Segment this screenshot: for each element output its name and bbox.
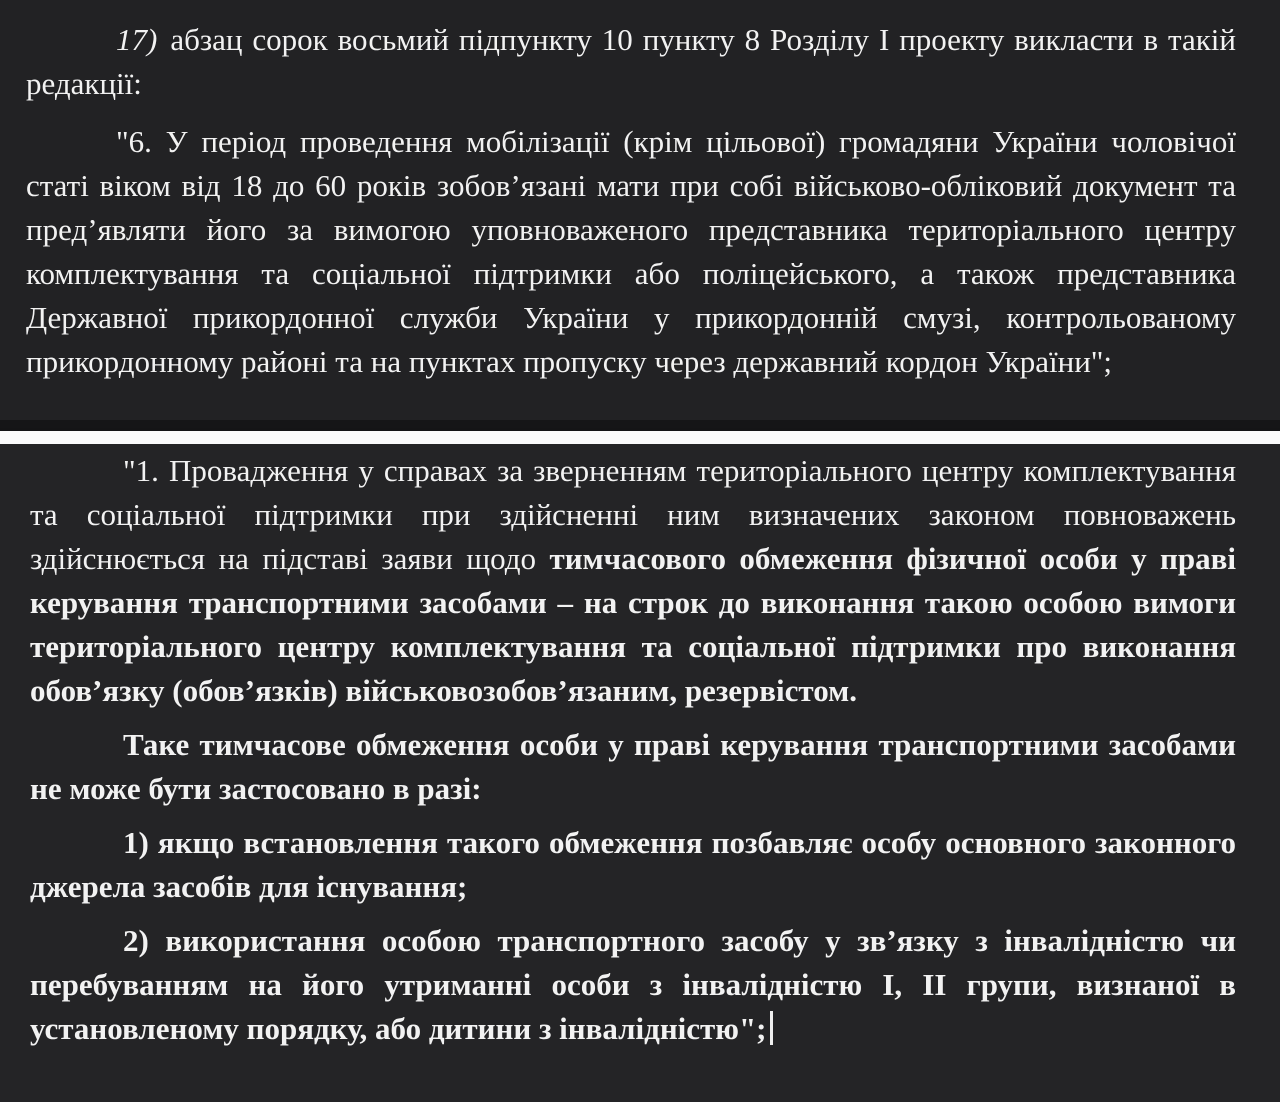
amendment-number-label: 17) <box>116 22 158 57</box>
amendment-intro-text: абзац сорок восьмий підпункту 10 пункту 8 Розділу І проекту викласти в такій редакції: <box>26 22 1236 101</box>
proceedings-paragraph <box>30 449 1236 713</box>
exception-1-paragraph: 1) якщо встановлення такого обмеження позбавляє особу основного законного джерела засобів для існування; <box>30 825 1236 904</box>
quoted-clause-paragraph: "6. У період проведення мобілізації (крім цільової) громадяни України чоловічої статі віком від 18 до 60 років зобов’язані мати при собі військово-обліковий документ та пред’являти його за вимогою уповноваженого представника територіального центру комплектування та соціальної підтримки або поліцейського, а також представника Державної прикордонної служби України у прикордонній смузі, контрольованому прикордонному районі та на пунктах пропуску через державний кордон України"; <box>26 124 1236 379</box>
amendment-intro-paragraph <box>26 18 1236 106</box>
bottom-document-section[interactable] <box>0 444 1280 1102</box>
exception-2-text: 2) використання особою транспортного засобу у зв’язку з інвалідністю чи перебуванням на його утриманні особи з інвалідністю І, ІІ групи, визнаної в установленому порядку, або дитини з інвалідністю"; <box>30 923 1236 1046</box>
section-gap <box>0 420 1280 431</box>
top-document-section[interactable] <box>0 0 1280 420</box>
proceedings-bold-text: тимчасового обмеження фізичної особи у праві керування транспортними засобами – на строк до виконання такою особою вимоги територіального центру комплектування та соціальної підтримки про виконання обов’язку (обов’язків) військовозобов’язаним, резервістом. <box>30 541 1236 708</box>
text-cursor <box>770 1011 773 1045</box>
restriction-paragraph: Таке тимчасове обмеження особи у праві керування транспортними засобами не може бути застосовано в разі: <box>30 727 1236 806</box>
proceedings-regular-text: "1. Провадження у справах за зверненням територіального центру комплектування та соціальної підтримки при здійсненні ним визначених законом повноважень здійснюється на підставі заяви щодо <box>30 453 1236 576</box>
exception-2-paragraph <box>30 919 1236 1051</box>
section-divider <box>0 431 1280 444</box>
